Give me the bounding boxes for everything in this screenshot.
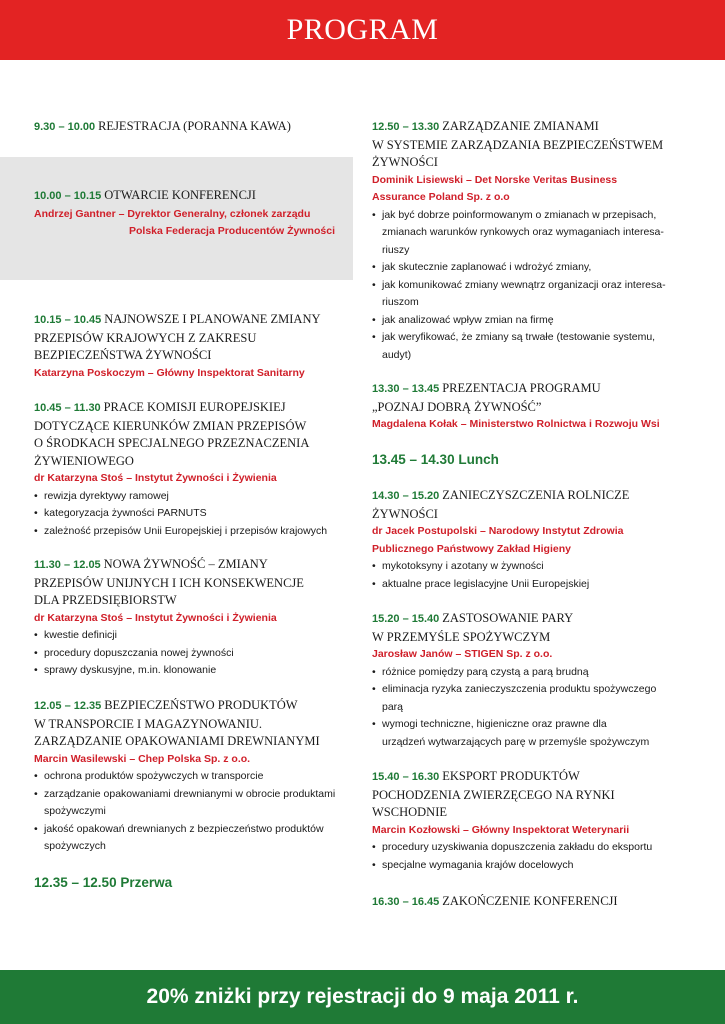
session-title: ZANIECZYSZCZENIA ROLNICZE (442, 488, 630, 502)
session-time: 13.30 – 13.45 (372, 383, 440, 395)
session-animal-export (372, 768, 692, 874)
session-title: NOWA ŻYWNOŚĆ – ZMIANY (103, 557, 268, 571)
session-novel-food (34, 556, 350, 680)
session-program-presentation (372, 380, 692, 434)
session-speaker: Magdalena Kołak – Ministerstwo Rolnictwa i Rozwoju Wsi (372, 418, 660, 430)
session-title: PREZENTACJA PROGRAMU (442, 381, 601, 395)
session-topics (372, 664, 692, 752)
session-topics (34, 488, 350, 541)
topic-item: • jak być dobrze poinformowanym o zmianach w przepisach, (372, 207, 692, 225)
topic-item-continued: spożywczych (44, 840, 106, 852)
session-title-line: POCHODZENIA ZWIERZĘCEGO NA RYNKI (372, 787, 615, 802)
session-title: OTWARCIE KONFERENCJI (104, 188, 256, 202)
session-agricultural-contaminants (372, 487, 692, 593)
discount-notice: 20% zniżki przy rejestracji do 9 maja 2011 r. (146, 985, 579, 1008)
session-speaker: dr Katarzyna Stoś – Instytut Żywności i Żywienia (34, 611, 277, 624)
session-title-line: ŻYWNOŚCI (372, 506, 438, 521)
session-topics (372, 558, 692, 593)
session-title-line: DOTYCZĄCE KIERUNKÓW ZMIAN PRZEPISÓW (34, 418, 307, 433)
session-title-line: W SYSTEMIE ZARZĄDZANIA BEZPIECZEŃSTWEM (372, 137, 664, 152)
topic-item: • kwestie definicji (34, 627, 350, 645)
session-topics (34, 627, 350, 680)
session-title-line: ŻYWIENIOWEGO (34, 453, 134, 468)
session-title-line: PRZEPISÓW UNIJNYCH I ICH KONSEKWENCJE (34, 575, 304, 590)
session-title-line: W TRANSPORCIE I MAGAZYNOWANIU. (34, 716, 263, 731)
session-title: NAJNOWSZE I PLANOWANE ZMIANY (104, 312, 321, 326)
topic-item: • sprawy dyskusyjne, m.in. klonowanie (34, 662, 350, 680)
session-topics (372, 207, 692, 365)
topic-item-continued: riuszy (382, 243, 410, 256)
topic-item-continued: parą (382, 700, 404, 713)
session-time: 16.30 – 16.45 (372, 896, 440, 908)
session-speaker: dr Katarzyna Stoś – Instytut Żywności i Żywienia (34, 472, 277, 484)
break-label: 12.35 – 12.50 Przerwa (34, 875, 173, 890)
topic-item-continued: spożywczymi (44, 805, 106, 817)
session-speaker-org: Polska Federacja Producentów Żywności (129, 225, 335, 237)
session-lunch (372, 451, 692, 469)
session-time: 11.30 – 12.05 (34, 559, 101, 571)
session-speaker: Katarzyna Poskoczym – Główny Inspektorat Sanitarny (34, 366, 305, 379)
session-speaker: Andrzej Gantner – Dyrektor Generalny, członek zarządu (34, 207, 311, 220)
session-title: ZARZĄDZANIE ZMIANAMI (442, 119, 599, 133)
page-title: PROGRAM (286, 13, 439, 46)
session-change-management (372, 118, 692, 364)
session-title-line: DLA PRZEDSIĘBIORSTW (34, 593, 177, 607)
topic-item: • aktualne prace legislacyjne Unii Europejskiej (372, 576, 692, 594)
topic-item: • procedury uzyskiwania dopuszczenia zakładu do eksportu (372, 839, 692, 857)
session-speaker: Marcin Wasilewski – Chep Polska Sp. z o.o. (34, 752, 251, 765)
session-title: REJESTRACJA (PORANNA KAWA) (98, 119, 291, 133)
topic-item: • ochrona produktów spożywczych w transporcie (34, 768, 350, 786)
session-title: PRACE KOMISJI EUROPEJSKIEJ (103, 400, 286, 414)
session-title-line: ŻYWNOŚCI (372, 155, 438, 169)
session-time: 10.00 – 10.15 (34, 190, 102, 202)
session-transport-safety (34, 697, 350, 856)
topic-item: • jak skutecznie zaplanować i wdrożyć zmiany, (372, 259, 692, 277)
session-registration (34, 118, 350, 137)
session-title-line: „POZNAJ DOBRĄ ŻYWNOŚĆ” (372, 399, 542, 414)
session-time: 12.50 – 13.30 (372, 121, 440, 133)
topic-item: • jak weryfikować, że zmiany są trwałe (testowanie systemu, (372, 329, 692, 347)
session-eu-commission (34, 399, 350, 540)
topic-item: • mykotoksyny i azotany w żywności (372, 558, 692, 576)
session-speaker: dr Jacek Postupolski – Narodowy Instytut Zdrowia (372, 525, 624, 537)
session-title-line: W PRZEMYŚLE SPOŻYWCZYM (372, 629, 551, 644)
topic-item: • specjalne wymagania krajów docelowych (372, 857, 692, 875)
session-closing (372, 893, 692, 912)
session-speaker-org: Assurance Poland Sp. z o.o (372, 191, 510, 203)
session-title: EKSPORT PRODUKTÓW (442, 769, 580, 783)
topic-item: • zarządzanie opakowaniami drewnianymi w obrocie produktami (34, 786, 350, 804)
session-opening (34, 187, 350, 241)
session-time: 14.30 – 15.20 (372, 490, 440, 502)
topic-item-continued: zmianach warunków rynkowych oraz wymaganiach interesa- (382, 226, 664, 238)
session-steam-use (372, 610, 692, 751)
session-title: BEZPIECZEŃSTWO PRODUKTÓW (104, 698, 298, 712)
topic-item-continued: riuszom (382, 296, 419, 308)
session-title-line: BEZPIECZEŃSTWA ŻYWNOŚCI (34, 348, 212, 362)
topic-item: • różnice pomiędzy parą czystą a parą brudną (372, 664, 692, 682)
topic-item: • procedury dopuszczania nowej żywności (34, 645, 350, 663)
topic-item-continued: urządzeń wytwarzających parę w przemyśle spożywczym (382, 735, 650, 748)
session-topics (34, 768, 350, 856)
session-title-line: ZARZĄDZANIE OPAKOWANIAMI DREWNIANYMI (34, 734, 320, 748)
session-speaker: Dominik Lisiewski – Det Norske Veritas Business (372, 173, 618, 186)
footer-banner (0, 970, 725, 1024)
topic-item: • kategoryzacja żywności PARNUTS (34, 505, 350, 523)
session-time: 10.15 – 10.45 (34, 314, 102, 326)
session-national-regulations (34, 311, 350, 382)
topic-item: • wymogi techniczne, higieniczne oraz prawne dla (372, 716, 692, 734)
topic-item: • rewizja dyrektywy ramowej (34, 488, 350, 506)
session-title-line: O ŚRODKACH SPECJALNEGO PRZEZNACZENIA (34, 436, 310, 450)
session-title: ZAKOŃCZENIE KONFERENCJI (442, 894, 618, 908)
session-speaker: Marcin Kozłowski – Główny Inspektorat Weterynarii (372, 823, 630, 836)
topic-item: • jak komunikować zmiany wewnątrz organizacji oraz interesa- (372, 277, 692, 295)
header-banner (0, 0, 725, 60)
session-time: 15.40 – 16.30 (372, 771, 440, 783)
session-title: ZASTOSOWANIE PARY (442, 611, 574, 625)
topic-item: • zależność przepisów Unii Europejskiej i przepisów krajowych (34, 523, 350, 541)
session-break (34, 874, 350, 892)
session-time: 12.05 – 12.35 (34, 700, 102, 712)
topic-item: • jakość opakowań drewnianych z bezpieczeństwo produktów (34, 821, 350, 839)
session-topics (372, 839, 692, 874)
session-speaker: Jarosław Janów – STIGEN Sp. z o.o. (372, 648, 553, 660)
session-title-line: WSCHODNIE (372, 805, 447, 819)
session-time: 9.30 – 10.00 (34, 121, 96, 133)
session-speaker-org: Publicznego Państwowy Zakład Higieny (372, 542, 571, 555)
topic-item: • eliminacja ryzyka zanieczyszczenia produktu spożywczego (372, 681, 692, 699)
session-time: 10.45 – 11.30 (34, 402, 101, 414)
session-title-line: PRZEPISÓW KRAJOWYCH Z ZAKRESU (34, 330, 257, 345)
lunch-label: 13.45 – 14.30 Lunch (372, 452, 499, 467)
topic-item: • jak analizować wpływ zmian na firmę (372, 312, 692, 330)
session-time: 15.20 – 15.40 (372, 613, 440, 625)
topic-item-continued: audyt) (382, 348, 412, 361)
